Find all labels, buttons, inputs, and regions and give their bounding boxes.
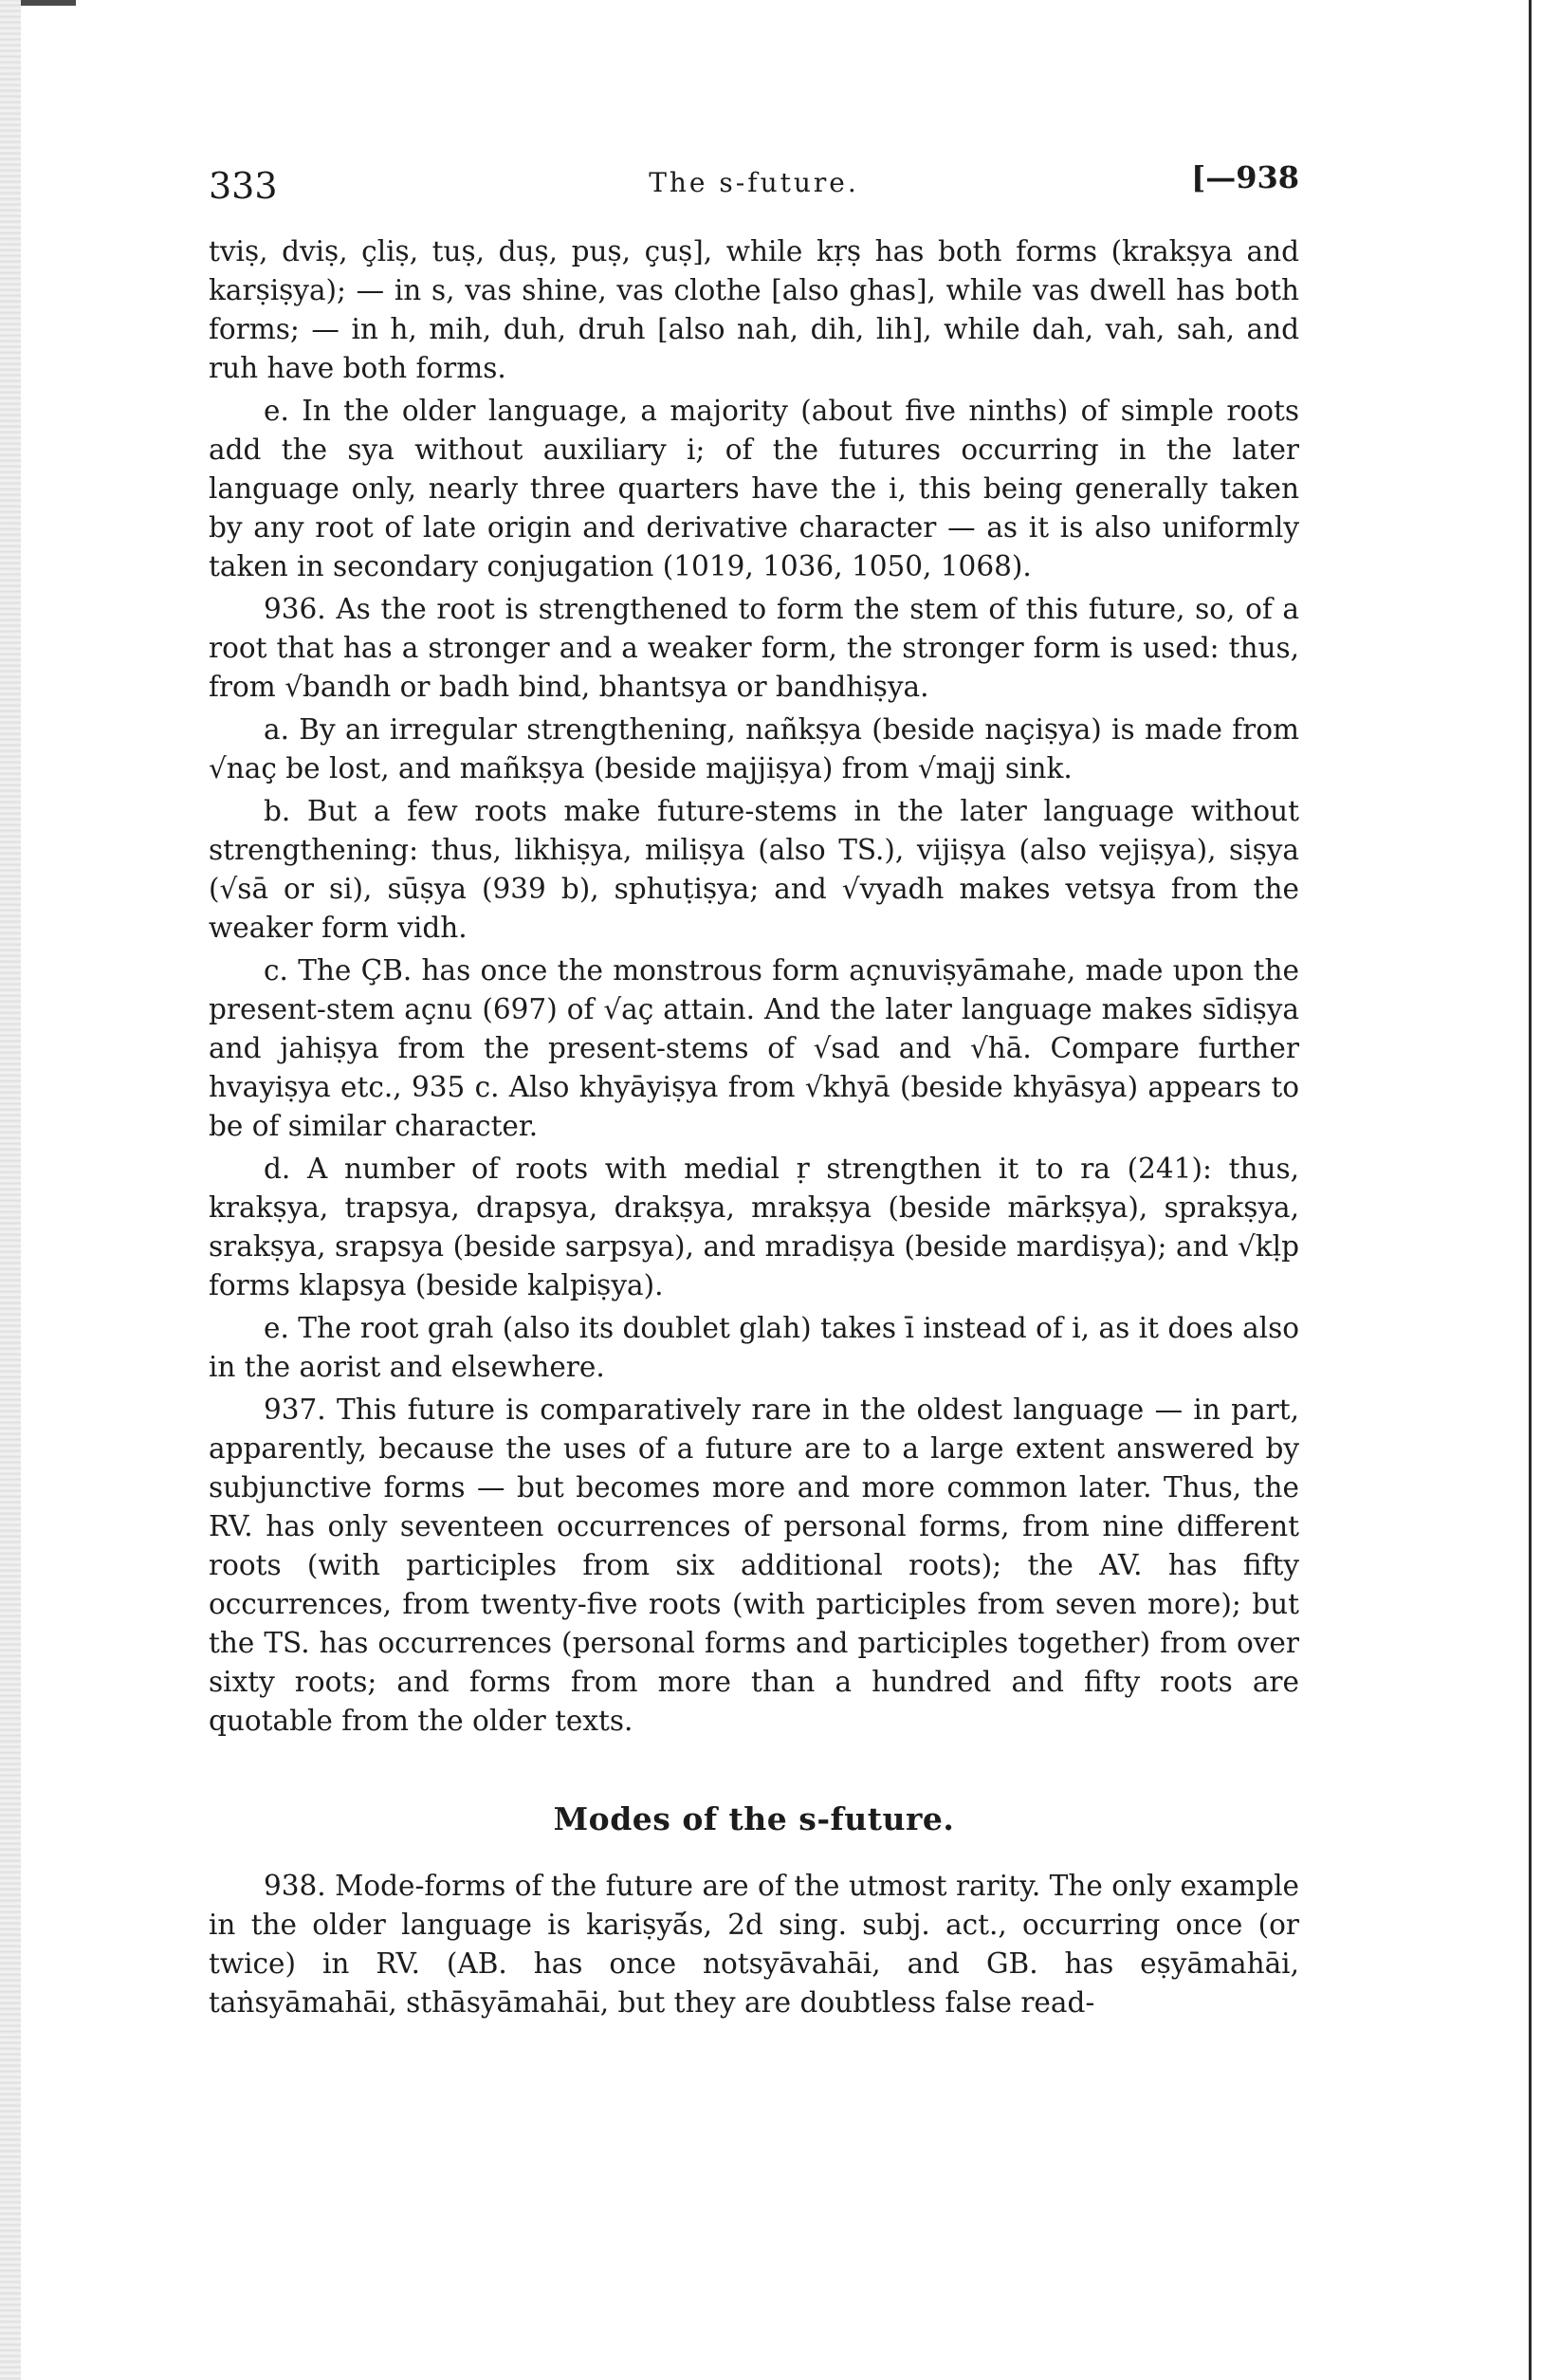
section-heading: Modes of the s-future. xyxy=(553,1800,955,1837)
scan-left-edge xyxy=(0,0,21,2380)
paragraph-936d: d. A number of roots with medial ṛ strengthen it to ra (241): thus, krakṣya, trapsya, drapsya, drakṣya, mrakṣya (beside mārkṣya), sprakṣya, srakṣya, srapsya (beside sarpsya), and mradiṣya (beside mardiṣya); and √kḷp forms klapsya (beside kalpiṣya). xyxy=(209,1153,1299,1301)
paragraph-936e: e. The root grah (also its doublet glah) takes ī instead of i, as it does also in the aorist and elsewhere. xyxy=(209,1312,1299,1383)
section-reference: [—938 xyxy=(1191,159,1299,195)
paragraph-936: 936. As the root is strengthened to form the stem of this future, so, of a root that has a stronger and a weaker form, the stronger form is used: thus, from √bandh or badh bind, bhantsya or bandhiṣya. xyxy=(209,593,1299,703)
page-number: 333 xyxy=(209,165,278,207)
scan-right-rule xyxy=(1529,0,1532,2380)
paragraph-936b: b. But a few roots make future-stems in the later language without strengthening: thus, likhiṣya, miliṣya (also TS.), vijiṣya (also vejiṣya), siṣya (√sā or si), sūṣya (939 b), sphuṭiṣya; and √vyadh makes vetsya from the weaker form vidh. xyxy=(209,795,1299,944)
running-title: The s-future. xyxy=(649,167,859,198)
paragraph-936a: a. By an irregular strengthening, nañkṣya (beside naçiṣya) is made from √naç be lost, and mañkṣya (beside majjiṣya) from √majj sink. xyxy=(209,713,1299,784)
book-page xyxy=(209,0,1299,2380)
paragraph-935e: e. In the older language, a majority (about five ninths) of simple roots add the sya without auxiliary i; of the futures occurring in the later language only, nearly three quarters have the i, this being generally taken by any root of late origin and derivative character — as it is also uniformly taken in secondary conjugation (1019, 1036, 1050, 1068). xyxy=(209,395,1299,582)
paragraph-continuation: tviṣ, dviṣ, çliṣ, tuṣ, duṣ, puṣ, çuṣ], while kṛṣ has both forms (krakṣya and karṣiṣya); — in s, vas shine, vas clothe [also ghas], while vas dwell has both forms; — in h, mih, duh, druh [also nah, dih, lih], while dah, vah, sah, and ruh have both forms. xyxy=(209,235,1299,384)
page-header xyxy=(209,159,1299,207)
paragraph-938: 938. Mode-forms of the future are of the utmost rarity. The only example in the older language is kariṣyā́s, 2d sing. subj. act., occurring once (or twice) in RV. (AB. has once notsyāvahāi, and GB. has eṣyāmahāi, taṅsyāmahāi, sthāsyāmahāi, but they are doubtless false read- xyxy=(209,1870,1299,2019)
page-body xyxy=(209,232,1299,2022)
paragraph-937: 937. This future is comparatively rare in the oldest language — in part, apparently, because the uses of a future are to a large extent answered by subjunctive forms — but becomes more and more common later. Thus, the RV. has only seventeen occurrences of personal forms, from nine different roots (with participles from six additional roots); the AV. has fifty occurrences, from twenty-five roots (with participles from seven more); but the TS. has occurrences (personal forms and participles together) from over sixty roots; and forms from more than a hundred and fifty roots are quotable from the older texts. xyxy=(209,1393,1299,1737)
paragraph-936c: c. The ÇB. has once the monstrous form açnuviṣyāmahe, made upon the present-stem açnu (697) of √aç attain. And the later language makes sīdiṣya and jahiṣya from the present-stems of √sad and √hā. Compare further hvayiṣya etc., 935 c. Also khyāyiṣya from √khyā (beside khyāsya) appears to be of similar character. xyxy=(209,954,1299,1142)
